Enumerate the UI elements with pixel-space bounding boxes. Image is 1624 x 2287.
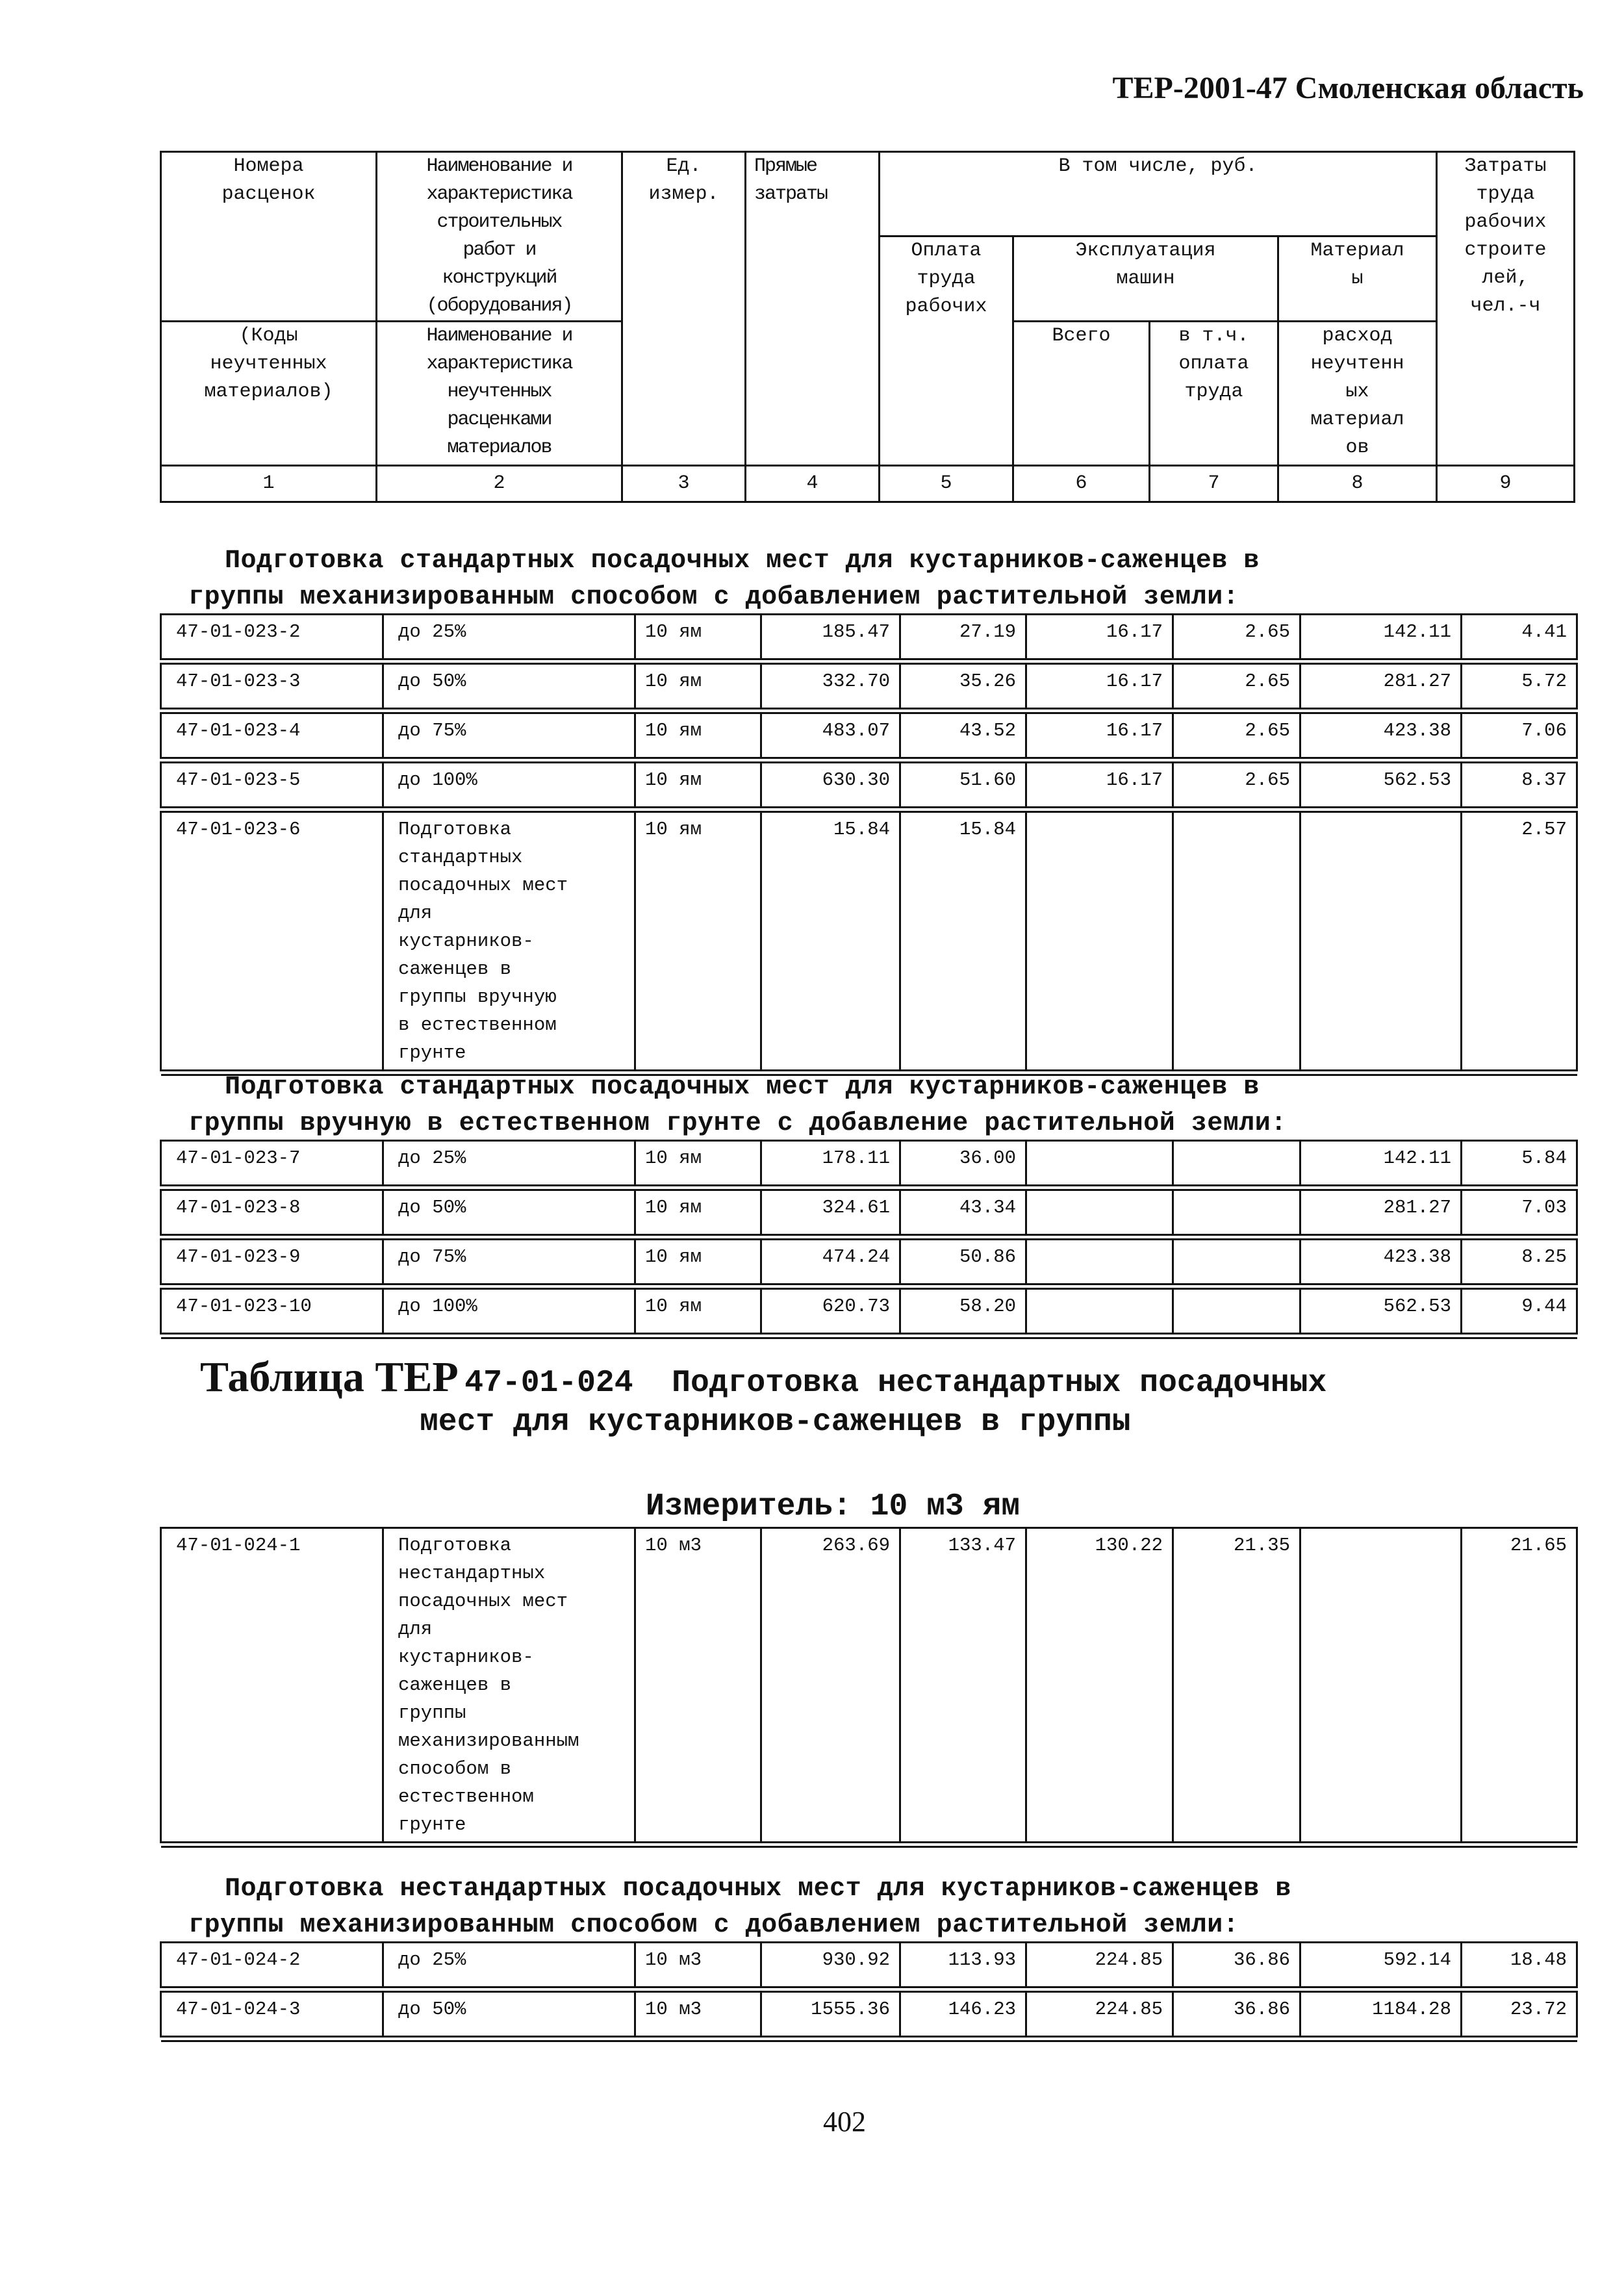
col-number: 5 (880, 466, 1013, 502)
row-spacer (161, 1186, 1577, 1190)
table-row (161, 1289, 1577, 1334)
cell-code: 47-01-023-3 (161, 664, 383, 709)
cell-hours: 7.03 (1462, 1190, 1577, 1235)
table-heading-prefix: Таблица ТЕР (200, 1353, 459, 1401)
cell-machines: 16.17 (1026, 763, 1173, 808)
cell-name: до 75% (383, 713, 635, 758)
cell-direct: 15.84 (761, 812, 900, 1071)
cell-materials: 281.27 (1300, 664, 1462, 709)
header-including: В том числе, руб. (880, 152, 1437, 236)
cell-materials: 423.38 (1300, 1240, 1462, 1284)
cell-unit: 10 м3 (635, 1992, 761, 2037)
cell-mach-labor (1173, 1190, 1300, 1235)
header-direct: Прямые затраты (746, 152, 880, 466)
cell-machines: 16.17 (1026, 713, 1173, 758)
table-heading-line2: мест для кустарников-саженцев в группы (420, 1405, 1131, 1440)
cell-machines: 16.17 (1026, 664, 1173, 709)
cell-machines (1026, 1141, 1173, 1186)
cell-mach-labor: 21.35 (1173, 1528, 1300, 1843)
row-spacer-cell (161, 808, 1577, 812)
cell-mach-labor: 2.65 (1173, 664, 1300, 709)
header-name-sub: Наименование и характеристика неучтенных расценками материалов (377, 322, 622, 466)
cell-materials: 423.38 (1300, 713, 1462, 758)
cell-direct: 324.61 (761, 1190, 900, 1235)
rates-table (160, 1941, 1578, 2042)
header-codes: Номера расценок (161, 152, 377, 322)
name-line: грунте (398, 1814, 466, 1835)
table-row (161, 664, 1577, 709)
cell-unit: 10 ям (635, 1240, 761, 1284)
cell-machines: 16.17 (1026, 615, 1173, 659)
row-spacer-cell (161, 659, 1577, 664)
cell-materials: 142.11 (1300, 1141, 1462, 1186)
cell-direct: 178.11 (761, 1141, 900, 1186)
cell-code: 47-01-023-4 (161, 713, 383, 758)
cell-code: 47-01-023-9 (161, 1240, 383, 1284)
section-title: Подготовка нестандартных посадочных мест для кустарников-саженцев в (225, 1874, 1291, 1904)
cell-unit: 10 ям (635, 1190, 761, 1235)
cell-name: до 50% (383, 1992, 635, 2037)
section-title: группы механизированным способом с добавлением растительной земли: (188, 583, 1239, 612)
rates-table (160, 1140, 1578, 1339)
table-heading-line1: Подготовка нестандартных посадочных (672, 1366, 1327, 1401)
cell-labor: 27.19 (900, 615, 1026, 659)
cell-labor: 15.84 (900, 812, 1026, 1071)
cell-name (383, 1528, 635, 1843)
name-line: Подготовка (398, 1535, 512, 1556)
cell-hours: 21.65 (1462, 1528, 1577, 1843)
cell-labor: 113.93 (900, 1943, 1026, 1987)
cell-unit: 10 ям (635, 615, 761, 659)
cell-unit: 10 ям (635, 664, 761, 709)
row-spacer (161, 1843, 1577, 1847)
table-row (161, 1240, 1577, 1284)
row-spacer (161, 659, 1577, 664)
cell-materials: 1184.28 (1300, 1992, 1462, 2037)
cell-labor: 51.60 (900, 763, 1026, 808)
cell-code: 47-01-023-5 (161, 763, 383, 808)
table-row (161, 1528, 1577, 1843)
cell-mach-labor: 36.86 (1173, 1992, 1300, 2037)
row-spacer (161, 808, 1577, 812)
cell-materials (1300, 1528, 1462, 1843)
col-number: 8 (1278, 466, 1437, 502)
col-number: 1 (161, 466, 377, 502)
header-codes-sub: (Коды неучтенных материалов) (161, 322, 377, 466)
cell-direct: 483.07 (761, 713, 900, 758)
cell-labor: 35.26 (900, 664, 1026, 709)
cell-materials: 592.14 (1300, 1943, 1462, 1987)
cell-hours: 5.84 (1462, 1141, 1577, 1186)
cell-labor: 43.34 (900, 1190, 1026, 1235)
header-labor-cost: Затраты труда рабочих строите лей, чел.-ч (1437, 152, 1575, 466)
table-row (161, 763, 1577, 808)
cell-name: до 50% (383, 664, 635, 709)
cell-name: до 25% (383, 615, 635, 659)
cell-hours: 5.72 (1462, 664, 1577, 709)
cell-name (383, 812, 635, 1071)
row-spacer (161, 1987, 1577, 1992)
table-row (161, 1992, 1577, 2037)
cell-hours: 8.37 (1462, 763, 1577, 808)
cell-hours: 23.72 (1462, 1992, 1577, 2037)
row-spacer-cell (161, 1186, 1577, 1190)
name-line: группы (398, 1702, 466, 1724)
col-number: 3 (622, 466, 746, 502)
name-line: посадочных мест (398, 1591, 568, 1612)
header-labor-pay: Оплата труда рабочих (880, 236, 1013, 466)
cell-materials: 281.27 (1300, 1190, 1462, 1235)
cell-hours: 18.48 (1462, 1943, 1577, 1987)
cell-hours: 4.41 (1462, 615, 1577, 659)
cell-labor: 50.86 (900, 1240, 1026, 1284)
cell-direct: 630.30 (761, 763, 900, 808)
cell-code: 47-01-023-6 (161, 812, 383, 1071)
cell-hours: 2.57 (1462, 812, 1577, 1071)
cell-code: 47-01-023-2 (161, 615, 383, 659)
cell-labor: 146.23 (900, 1992, 1026, 2037)
table-row (161, 615, 1577, 659)
page-number: 402 (823, 2106, 866, 2138)
header-all: Всего (1013, 322, 1150, 466)
cell-mach-labor (1173, 812, 1300, 1071)
cell-unit: 10 м3 (635, 1528, 761, 1843)
cell-direct: 1555.36 (761, 1992, 900, 2037)
cell-unit: 10 ям (635, 1289, 761, 1334)
cell-materials: 562.53 (1300, 1289, 1462, 1334)
cell-labor: 133.47 (900, 1528, 1026, 1843)
cell-hours: 7.06 (1462, 713, 1577, 758)
table-row (161, 713, 1577, 758)
cell-machines (1026, 1190, 1173, 1235)
cell-machines: 224.85 (1026, 1943, 1173, 1987)
name-line: нестандартных (398, 1563, 546, 1584)
header-machines: Эксплуатация машин (1013, 236, 1278, 322)
cell-mach-labor: 36.86 (1173, 1943, 1300, 1987)
cell-direct: 930.92 (761, 1943, 900, 1987)
table-row (161, 1943, 1577, 1987)
cell-mach-labor: 2.65 (1173, 713, 1300, 758)
cell-hours: 9.44 (1462, 1289, 1577, 1334)
row-spacer-cell (161, 1987, 1577, 1992)
name-line: грунте (398, 1042, 466, 1064)
cell-direct: 185.47 (761, 615, 900, 659)
section-title: Подготовка стандартных посадочных мест для кустарников-саженцев в (225, 546, 1260, 576)
row-spacer-cell (161, 1334, 1577, 1338)
cell-unit: 10 ям (635, 812, 761, 1071)
cell-code: 47-01-023-10 (161, 1289, 383, 1334)
header-name: Наименование и характеристика строительных работ и конструкций (оборудования) (377, 152, 622, 322)
row-spacer (161, 709, 1577, 713)
col-number: 4 (746, 466, 880, 502)
cell-labor: 58.20 (900, 1289, 1026, 1334)
cell-unit: 10 ям (635, 763, 761, 808)
name-line: в естественном (398, 1014, 557, 1036)
rates-table (160, 1527, 1578, 1848)
cell-name: до 75% (383, 1240, 635, 1284)
table-row (161, 1141, 1577, 1186)
row-spacer-cell (161, 1843, 1577, 1847)
rates-table (160, 613, 1578, 1076)
cell-machines (1026, 1289, 1173, 1334)
cell-code: 47-01-023-8 (161, 1190, 383, 1235)
cell-materials: 562.53 (1300, 763, 1462, 808)
cell-name: до 25% (383, 1943, 635, 1987)
name-line: саженцев в (398, 958, 512, 980)
cell-labor: 36.00 (900, 1141, 1026, 1186)
page-title: ТЕР-2001-47 Смоленская область (1112, 71, 1584, 105)
cell-name: до 100% (383, 763, 635, 808)
table-row (161, 812, 1577, 1071)
measure-unit: Измеритель: 10 м3 ям (646, 1489, 1021, 1524)
col-number: 9 (1437, 466, 1575, 502)
cell-mach-labor: 2.65 (1173, 763, 1300, 808)
cell-mach-labor (1173, 1240, 1300, 1284)
section-title: группы механизированным способом с добавлением растительной земли: (188, 1911, 1239, 1940)
name-line: Подготовка (398, 819, 512, 840)
header-materials: Материал ы (1278, 236, 1437, 322)
row-spacer-cell (161, 1284, 1577, 1289)
cell-materials (1300, 812, 1462, 1071)
row-spacer-cell (161, 758, 1577, 763)
cell-code: 47-01-024-2 (161, 1943, 383, 1987)
cell-machines (1026, 812, 1173, 1071)
cell-mach-labor: 2.65 (1173, 615, 1300, 659)
cell-name: до 25% (383, 1141, 635, 1186)
name-line: способом в (398, 1758, 512, 1780)
cell-code: 47-01-024-1 (161, 1528, 383, 1843)
cell-materials: 142.11 (1300, 615, 1462, 659)
row-spacer-cell (161, 1235, 1577, 1240)
column-header-table (160, 151, 1575, 503)
name-line: кустарников- (398, 930, 534, 952)
cell-code: 47-01-024-3 (161, 1992, 383, 2037)
section-title: Подготовка стандартных посадочных мест для кустарников-саженцев в (225, 1073, 1260, 1102)
name-line: естественном (398, 1786, 534, 1808)
name-line: саженцев в (398, 1674, 512, 1696)
cell-name: до 50% (383, 1190, 635, 1235)
row-spacer (161, 2037, 1577, 2041)
name-line: посадочных мест (398, 875, 568, 896)
section-title: группы вручную в естественном грунте с добавление растительной земли: (188, 1109, 1287, 1138)
cell-unit: 10 ям (635, 713, 761, 758)
cell-machines: 224.85 (1026, 1992, 1173, 2037)
row-spacer-cell (161, 709, 1577, 713)
cell-direct: 474.24 (761, 1240, 900, 1284)
cell-name: до 100% (383, 1289, 635, 1334)
name-line: для (398, 902, 433, 924)
row-spacer (161, 1235, 1577, 1240)
name-line: стандартных (398, 847, 523, 868)
cell-unit: 10 м3 (635, 1943, 761, 1987)
cell-mach-labor (1173, 1289, 1300, 1334)
row-spacer (161, 758, 1577, 763)
col-number: 7 (1150, 466, 1278, 502)
row-spacer (161, 1284, 1577, 1289)
header-unit: Ед. измер. (622, 152, 746, 466)
name-line: группы вручную (398, 986, 557, 1008)
cell-machines (1026, 1240, 1173, 1284)
col-number: 2 (377, 466, 622, 502)
name-line: механизированным (398, 1730, 579, 1752)
cell-direct: 263.69 (761, 1528, 900, 1843)
cell-direct: 332.70 (761, 664, 900, 709)
header-consumption: расход неучтенн ых материал ов (1278, 322, 1437, 466)
col-number: 6 (1013, 466, 1150, 502)
table-row (161, 1190, 1577, 1235)
cell-mach-labor (1173, 1141, 1300, 1186)
table-heading-number: 47-01-024 (464, 1366, 633, 1401)
name-line: кустарников- (398, 1646, 534, 1668)
table-heading (200, 1353, 1326, 1402)
cell-machines: 130.22 (1026, 1528, 1173, 1843)
cell-hours: 8.25 (1462, 1240, 1577, 1284)
cell-direct: 620.73 (761, 1289, 900, 1334)
header-incl-pay: в т.ч. оплата труда (1150, 322, 1278, 466)
cell-labor: 43.52 (900, 713, 1026, 758)
name-line: для (398, 1618, 433, 1640)
cell-unit: 10 ям (635, 1141, 761, 1186)
row-spacer-cell (161, 2037, 1577, 2041)
cell-code: 47-01-023-7 (161, 1141, 383, 1186)
row-spacer (161, 1334, 1577, 1338)
